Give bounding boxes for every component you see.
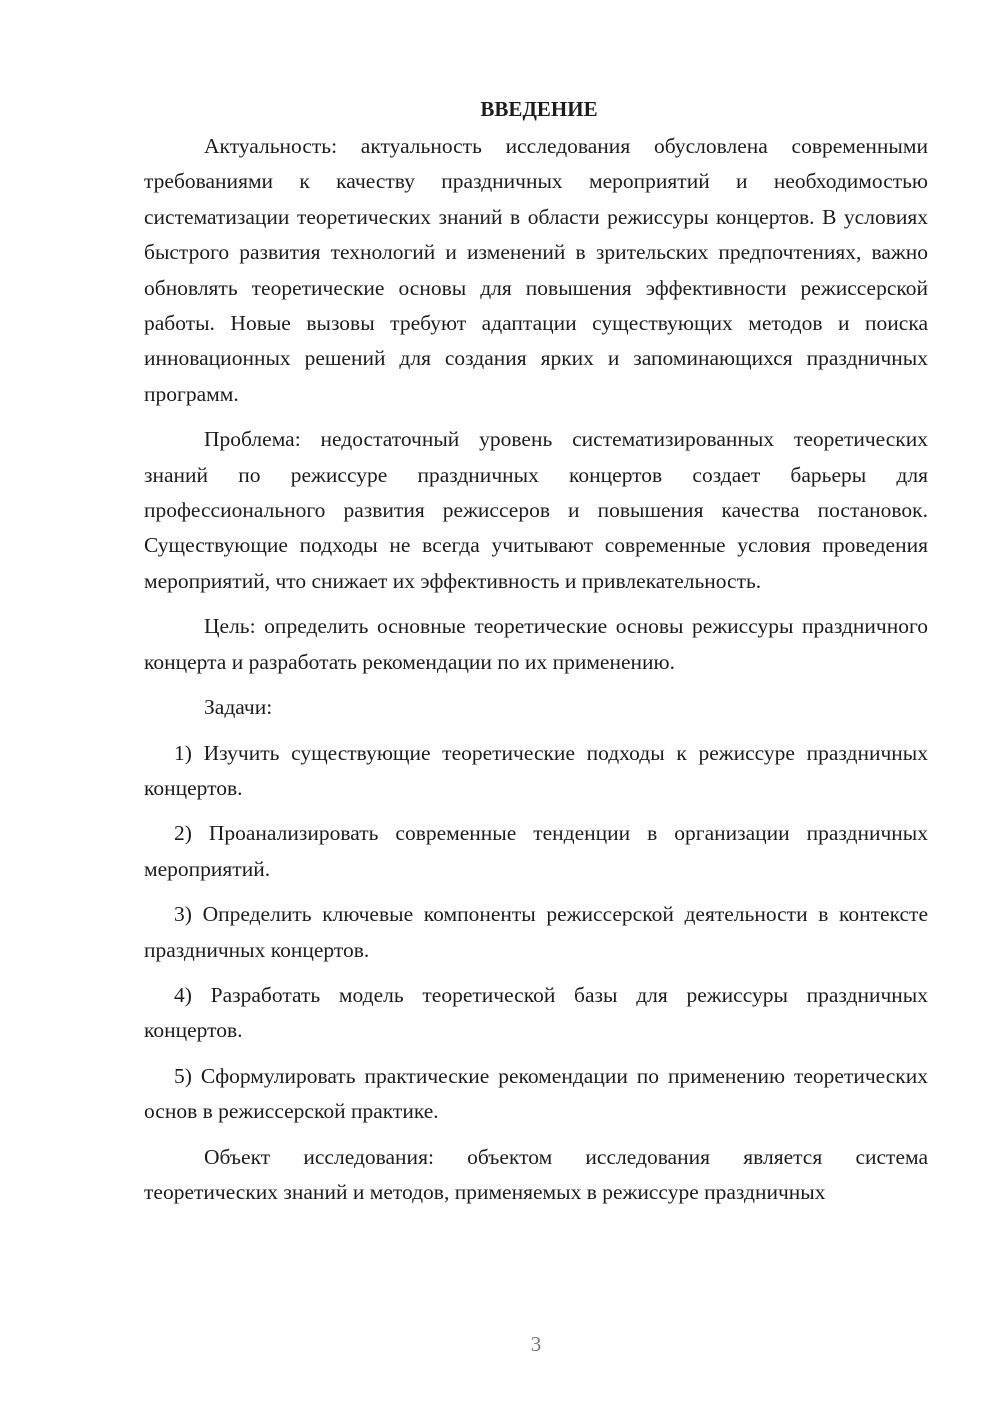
task-item-3: 3) Определить ключевые компоненты режиссерской деятельности в контексте праздничных концертов. <box>144 902 928 962</box>
task-item-2: 2) Проанализировать современные тенденции в организации праздничных мероприятий. <box>144 821 928 881</box>
document-page <box>144 92 928 1220</box>
problem-paragraph: Проблема: недостаточный уровень систематизированных теоретических знаний по режиссуре праздничных концертов создает барьеры для профессионального развития режиссеров и повышения качества постановок. Существующие подходы не всегда учитывают современные условия проведения мероприятий, что снижает их эффективность и привлекательность. <box>144 427 928 593</box>
task-item-5: 5) Сформулировать практические рекомендации по применению теоретических основ в режиссерской практике. <box>144 1063 928 1124</box>
page-number: 3 <box>530 1332 542 1356</box>
task-item-1: 1) Изучить существующие теоретические подходы к режиссуре праздничных концертов. <box>144 740 928 800</box>
task-item-4: 4) Разработать модель теоретической базы для режиссуры праздничных концертов. <box>144 982 928 1043</box>
section-heading: ВВЕДЕНИЕ <box>480 97 598 121</box>
tasks-label: Задачи: <box>204 695 273 720</box>
object-paragraph: Объект исследования: объектом исследования является система теоретических знаний и методов, применяемых в режиссуре праздничных <box>144 1144 928 1204</box>
relevance-paragraph: Актуальность: актуальность исследования обусловлена современными требованиями к качеству праздничных мероприятий и необходимостью систематизации теоретических знаний в области режиссуры концертов. В условиях быстрого развития технологий и изменений в зрительских предпочтениях, важно обновлять теоретические основы для повышения эффективности режиссерской работы. Новые вызовы требуют адаптации существующих методов и поиска инновационных решений для создания ярких и запоминающихся праздничных программ. <box>144 134 928 406</box>
goal-paragraph: Цель: определить основные теоретические основы режиссуры праздничного концерта и разработать рекомендации по их применению. <box>144 614 928 674</box>
